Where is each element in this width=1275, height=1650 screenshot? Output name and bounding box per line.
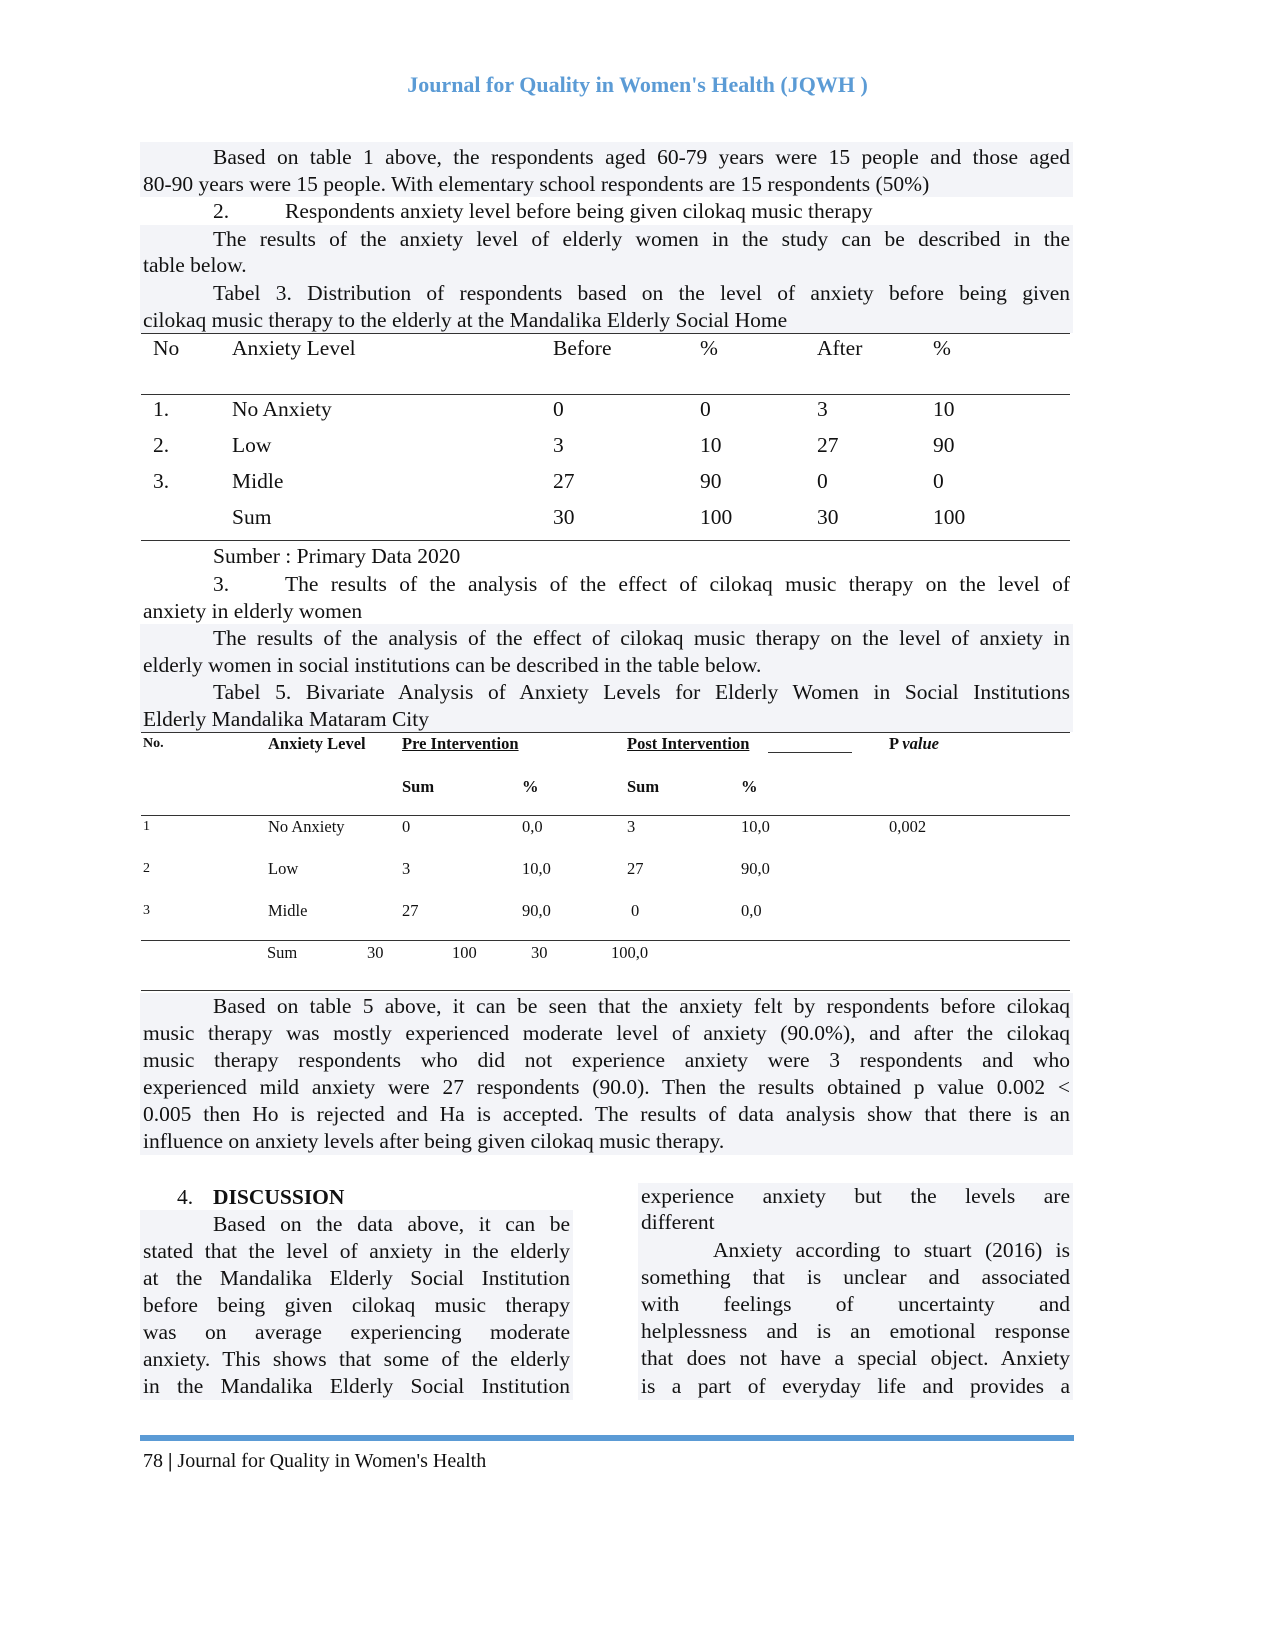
list-number: 3. bbox=[213, 572, 230, 596]
body-text-line: experience anxiety but the levels are bbox=[641, 1184, 1070, 1208]
p-value-cell: 0,002 bbox=[889, 817, 927, 836]
list-item-text: Respondents anxiety level before being given cilokaq music therapy bbox=[285, 199, 873, 223]
table-caption: Tabel 3. Distribution of respondents based on the level of anxiety before being given bbox=[213, 281, 1070, 305]
column-header bbox=[889, 734, 939, 754]
table-rule bbox=[141, 990, 1070, 991]
column-header: Post Intervention bbox=[627, 734, 750, 753]
body-text-line: stated that the level of anxiety in the elderly bbox=[143, 1239, 570, 1263]
header-underline bbox=[768, 752, 852, 753]
footer-journal-name: Journal for Quality in Women's Health bbox=[177, 1450, 487, 1472]
table-source: Sumber : Primary Data 2020 bbox=[213, 544, 461, 568]
table-cell: 0 bbox=[933, 469, 944, 493]
table-cell: 0 bbox=[402, 817, 411, 836]
list-item-text: The results of the analysis of the effect of cilokaq music therapy on the level of bbox=[285, 572, 1070, 596]
body-text-line: in the Mandalika Elderly Social Institution bbox=[143, 1374, 570, 1398]
table-rule bbox=[141, 815, 1070, 816]
body-text-line: influence on anxiety levels after being given cilokaq music therapy. bbox=[143, 1129, 725, 1153]
footer-bar bbox=[140, 1435, 1074, 1441]
table-cell: 10 bbox=[700, 433, 722, 457]
table-cell: Midle bbox=[232, 469, 284, 493]
body-text-line: anxiety. This shows that some of the elderly bbox=[143, 1347, 570, 1371]
table-cell: 90 bbox=[933, 433, 955, 457]
body-text-line: 80-90 years were 15 people. With elementary school respondents are 15 respondents (50%) bbox=[143, 172, 930, 196]
body-text-line: helplessness and is an emotional response bbox=[641, 1319, 1070, 1343]
table-cell: 2. bbox=[153, 433, 170, 457]
table-cell: 3 bbox=[627, 817, 636, 836]
body-text-line: elderly women in social institutions can be described in the table below. bbox=[143, 653, 762, 677]
column-header: Before bbox=[553, 336, 612, 360]
table-cell: 0 bbox=[631, 901, 640, 920]
table-cell: 1. bbox=[153, 397, 170, 421]
body-text-line: is a part of everyday life and provides a bbox=[641, 1374, 1070, 1398]
p-label-italic: value bbox=[902, 734, 939, 753]
table-cell: 10,0 bbox=[741, 817, 770, 836]
body-text-line: Based on the data above, it can be bbox=[213, 1212, 570, 1236]
footer bbox=[143, 1448, 486, 1474]
table-cell: 100,0 bbox=[611, 943, 649, 962]
body-text-line: table below. bbox=[143, 253, 247, 277]
column-subheader: Sum bbox=[402, 777, 435, 796]
table-caption: Tabel 5. Bivariate Analysis of Anxiety Levels for Elderly Women in Social Institutions bbox=[213, 680, 1070, 704]
section-number: 4. bbox=[177, 1185, 194, 1209]
table-cell: No Anxiety bbox=[232, 397, 332, 421]
body-text-line: 0.005 then Ho is rejected and Ha is accepted. The results of data analysis show that there is an bbox=[143, 1102, 1070, 1126]
page-number: 78 bbox=[143, 1450, 163, 1472]
column-header: % bbox=[700, 336, 718, 360]
table-cell: 27 bbox=[627, 859, 644, 878]
table-cell: 3. bbox=[153, 469, 170, 493]
table-rule bbox=[141, 333, 1070, 334]
p-label: P bbox=[889, 734, 899, 753]
table-cell: 0,0 bbox=[741, 901, 762, 920]
table-cell: 3 bbox=[143, 903, 150, 918]
table-cell: 1 bbox=[143, 819, 150, 834]
table-cell: 30 bbox=[531, 943, 548, 962]
body-text-line: before being given cilokaq music therapy bbox=[143, 1293, 570, 1317]
table-cell: 0 bbox=[700, 397, 711, 421]
table-caption: Elderly Mandalika Mataram City bbox=[143, 707, 429, 731]
body-text-line: with feelings of uncertainty and bbox=[641, 1292, 1070, 1316]
section-heading: DISCUSSION bbox=[213, 1185, 345, 1209]
column-header: Anxiety Level bbox=[232, 336, 356, 360]
table-cell: 3 bbox=[817, 397, 828, 421]
table-rule bbox=[141, 732, 1070, 733]
table-cell: 0,0 bbox=[522, 817, 543, 836]
column-header: Anxiety Level bbox=[268, 734, 366, 753]
table-cell: 3 bbox=[553, 433, 564, 457]
table-cell: 30 bbox=[367, 943, 384, 962]
table-cell: 100 bbox=[700, 505, 733, 529]
column-header: No. bbox=[143, 736, 164, 751]
column-subheader: % bbox=[522, 777, 539, 796]
table-cell: 100 bbox=[933, 505, 966, 529]
table-cell: 27 bbox=[817, 433, 839, 457]
body-text-line: that does not have a special object. Anxiety bbox=[641, 1346, 1070, 1370]
table-cell: Midle bbox=[268, 901, 308, 920]
journal-header-title: Journal for Quality in Women's Health (JQWH ) bbox=[407, 72, 868, 97]
column-header: After bbox=[817, 336, 863, 360]
table-cell: 2 bbox=[143, 861, 150, 876]
body-text-line: music therapy was mostly experienced moderate level of anxiety (90.0%), and after the cilokaq bbox=[143, 1021, 1070, 1045]
body-text-line: Based on table 5 above, it can be seen that the anxiety felt by respondents before cilokaq bbox=[213, 994, 1070, 1018]
table-cell: 0 bbox=[553, 397, 564, 421]
table-cell: Sum bbox=[232, 505, 272, 529]
table-cell: 90,0 bbox=[741, 859, 770, 878]
table-rule bbox=[141, 394, 1070, 395]
body-text-line: music therapy respondents who did not experience anxiety were 3 respondents and who bbox=[143, 1048, 1070, 1072]
column-subheader: % bbox=[741, 777, 758, 796]
list-item-text: anxiety in elderly women bbox=[143, 599, 363, 623]
column-subheader: Sum bbox=[627, 777, 660, 796]
table-rule bbox=[141, 540, 1070, 541]
list-number: 2. bbox=[213, 199, 230, 223]
body-text-line: something that is unclear and associated bbox=[641, 1265, 1070, 1289]
table-cell: 100 bbox=[452, 943, 477, 962]
table-cell: Low bbox=[268, 859, 299, 878]
table-caption: cilokaq music therapy to the elderly at the Mandalika Elderly Social Home bbox=[143, 308, 788, 332]
body-text-line: Anxiety according to stuart (2016) is bbox=[713, 1238, 1070, 1262]
body-text-line: was on average experiencing moderate bbox=[143, 1320, 570, 1344]
table-cell: Sum bbox=[267, 943, 298, 962]
table-rule bbox=[141, 940, 1070, 941]
body-text-line: different bbox=[641, 1210, 715, 1234]
column-header: No bbox=[153, 336, 180, 360]
body-text-line: experienced mild anxiety were 27 respondents (90.0). Then the results obtained p value 0.002 < bbox=[143, 1075, 1070, 1099]
body-text-line: The results of the anxiety level of elderly women in the study can be described in the bbox=[213, 227, 1070, 251]
table-cell: 3 bbox=[402, 859, 411, 878]
table-cell: 30 bbox=[553, 505, 575, 529]
table-cell: No Anxiety bbox=[268, 817, 345, 836]
table-cell: 10,0 bbox=[522, 859, 551, 878]
footer-separator: | bbox=[168, 1450, 173, 1472]
table-cell: 90 bbox=[700, 469, 722, 493]
table-cell: 90,0 bbox=[522, 901, 551, 920]
body-text-line: The results of the analysis of the effect of cilokaq music therapy on the level of anxiety in bbox=[213, 626, 1070, 650]
table-cell: 27 bbox=[402, 901, 419, 920]
table-cell: 10 bbox=[933, 397, 955, 421]
table-cell: 30 bbox=[817, 505, 839, 529]
body-text-line: Based on table 1 above, the respondents aged 60-79 years were 15 people and those aged bbox=[213, 145, 1070, 169]
table-cell: Low bbox=[232, 433, 272, 457]
column-header: % bbox=[933, 336, 951, 360]
body-text-line: at the Mandalika Elderly Social Institution bbox=[143, 1266, 570, 1290]
column-header: Pre Intervention bbox=[402, 734, 519, 753]
table-cell: 27 bbox=[553, 469, 575, 493]
table-cell: 0 bbox=[817, 469, 828, 493]
